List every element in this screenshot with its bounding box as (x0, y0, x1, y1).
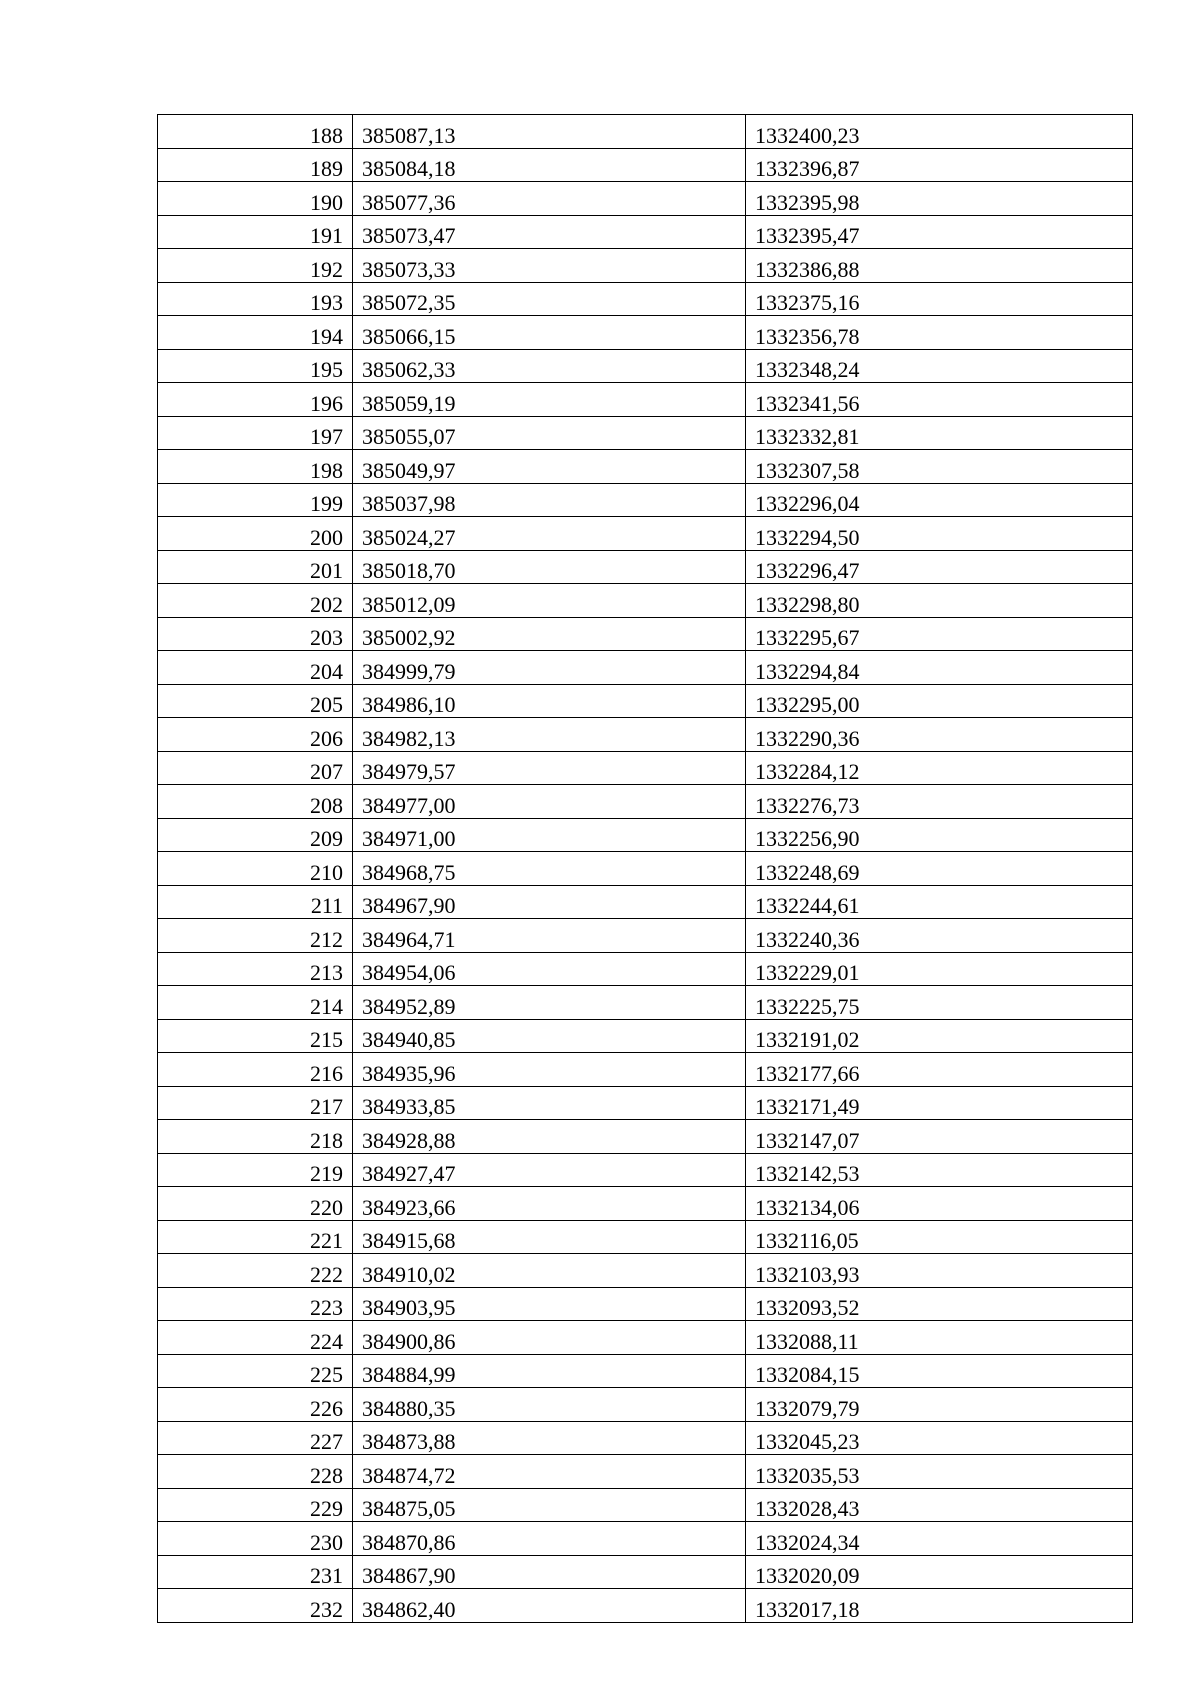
point-number-cell: 228 (158, 1455, 353, 1489)
x-coordinate-cell: 385066,15 (353, 316, 746, 350)
y-coordinate-cell: 1332248,69 (746, 852, 1133, 886)
x-coordinate-cell: 384935,96 (353, 1053, 746, 1087)
table-row (158, 718, 1133, 752)
x-coordinate-cell: 384923,66 (353, 1187, 746, 1221)
y-coordinate-cell: 1332244,61 (746, 885, 1133, 919)
table-row (158, 416, 1133, 450)
point-number-cell: 227 (158, 1421, 353, 1455)
y-coordinate-cell: 1332395,47 (746, 215, 1133, 249)
x-coordinate-cell: 384874,72 (353, 1455, 746, 1489)
point-number-cell: 226 (158, 1388, 353, 1422)
point-number-cell: 200 (158, 517, 353, 551)
y-coordinate-cell: 1332400,23 (746, 115, 1133, 149)
table-row (158, 1187, 1133, 1221)
point-number-cell: 194 (158, 316, 353, 350)
y-coordinate-cell: 1332296,04 (746, 483, 1133, 517)
point-number-cell: 230 (158, 1522, 353, 1556)
y-coordinate-cell: 1332298,80 (746, 584, 1133, 618)
table-row (158, 1086, 1133, 1120)
table-row (158, 115, 1133, 149)
x-coordinate-cell: 385073,47 (353, 215, 746, 249)
y-coordinate-cell: 1332147,07 (746, 1120, 1133, 1154)
point-number-cell: 192 (158, 249, 353, 283)
point-number-cell: 221 (158, 1220, 353, 1254)
x-coordinate-cell: 384999,79 (353, 651, 746, 685)
point-number-cell: 216 (158, 1053, 353, 1087)
table-row (158, 483, 1133, 517)
x-coordinate-cell: 384933,85 (353, 1086, 746, 1120)
table-row (158, 383, 1133, 417)
table-row (158, 1354, 1133, 1388)
point-number-cell: 222 (158, 1254, 353, 1288)
table-row (158, 249, 1133, 283)
y-coordinate-cell: 1332375,16 (746, 282, 1133, 316)
table-row (158, 751, 1133, 785)
y-coordinate-cell: 1332024,34 (746, 1522, 1133, 1556)
x-coordinate-cell: 385062,33 (353, 349, 746, 383)
y-coordinate-cell: 1332177,66 (746, 1053, 1133, 1087)
table-row (158, 852, 1133, 886)
y-coordinate-cell: 1332296,47 (746, 550, 1133, 584)
table-row (158, 1555, 1133, 1589)
point-number-cell: 225 (158, 1354, 353, 1388)
point-number-cell: 217 (158, 1086, 353, 1120)
y-coordinate-cell: 1332142,53 (746, 1153, 1133, 1187)
table-row (158, 1321, 1133, 1355)
x-coordinate-cell: 384971,00 (353, 818, 746, 852)
y-coordinate-cell: 1332276,73 (746, 785, 1133, 819)
y-coordinate-cell: 1332290,36 (746, 718, 1133, 752)
point-number-cell: 193 (158, 282, 353, 316)
table-row (158, 1287, 1133, 1321)
y-coordinate-cell: 1332088,11 (746, 1321, 1133, 1355)
table-row (158, 316, 1133, 350)
x-coordinate-cell: 385084,18 (353, 148, 746, 182)
y-coordinate-cell: 1332045,23 (746, 1421, 1133, 1455)
x-coordinate-cell: 384940,85 (353, 1019, 746, 1053)
table-row (158, 584, 1133, 618)
table-row (158, 148, 1133, 182)
point-number-cell: 229 (158, 1488, 353, 1522)
point-number-cell: 208 (158, 785, 353, 819)
point-number-cell: 211 (158, 885, 353, 919)
y-coordinate-cell: 1332396,87 (746, 148, 1133, 182)
x-coordinate-cell: 385087,13 (353, 115, 746, 149)
x-coordinate-cell: 385072,35 (353, 282, 746, 316)
point-number-cell: 215 (158, 1019, 353, 1053)
table-row (158, 885, 1133, 919)
table-row (158, 1120, 1133, 1154)
point-number-cell: 197 (158, 416, 353, 450)
point-number-cell: 196 (158, 383, 353, 417)
point-number-cell: 214 (158, 986, 353, 1020)
y-coordinate-cell: 1332116,05 (746, 1220, 1133, 1254)
x-coordinate-cell: 385055,07 (353, 416, 746, 450)
y-coordinate-cell: 1332294,50 (746, 517, 1133, 551)
point-number-cell: 219 (158, 1153, 353, 1187)
x-coordinate-cell: 384862,40 (353, 1589, 746, 1623)
table-row (158, 550, 1133, 584)
y-coordinate-cell: 1332035,53 (746, 1455, 1133, 1489)
point-number-cell: 205 (158, 684, 353, 718)
point-number-cell: 202 (158, 584, 353, 618)
y-coordinate-cell: 1332295,67 (746, 617, 1133, 651)
x-coordinate-cell: 384875,05 (353, 1488, 746, 1522)
table-row (158, 349, 1133, 383)
point-number-cell: 198 (158, 450, 353, 484)
y-coordinate-cell: 1332284,12 (746, 751, 1133, 785)
x-coordinate-cell: 385024,27 (353, 517, 746, 551)
x-coordinate-cell: 384880,35 (353, 1388, 746, 1422)
y-coordinate-cell: 1332395,98 (746, 182, 1133, 216)
point-number-cell: 223 (158, 1287, 353, 1321)
x-coordinate-cell: 385018,70 (353, 550, 746, 584)
x-coordinate-cell: 384884,99 (353, 1354, 746, 1388)
x-coordinate-cell: 384900,86 (353, 1321, 746, 1355)
y-coordinate-cell: 1332028,43 (746, 1488, 1133, 1522)
table-row (158, 919, 1133, 953)
table-row (158, 282, 1133, 316)
y-coordinate-cell: 1332079,79 (746, 1388, 1133, 1422)
x-coordinate-cell: 385077,36 (353, 182, 746, 216)
table-row (158, 517, 1133, 551)
point-number-cell: 191 (158, 215, 353, 249)
point-number-cell: 220 (158, 1187, 353, 1221)
point-number-cell: 218 (158, 1120, 353, 1154)
point-number-cell: 204 (158, 651, 353, 685)
y-coordinate-cell: 1332134,06 (746, 1187, 1133, 1221)
x-coordinate-cell: 384867,90 (353, 1555, 746, 1589)
x-coordinate-cell: 385049,97 (353, 450, 746, 484)
table-row (158, 1220, 1133, 1254)
y-coordinate-cell: 1332332,81 (746, 416, 1133, 450)
table-row (158, 651, 1133, 685)
table-row (158, 450, 1133, 484)
point-number-cell: 231 (158, 1555, 353, 1589)
point-number-cell: 199 (158, 483, 353, 517)
table-row (158, 1488, 1133, 1522)
x-coordinate-cell: 384927,47 (353, 1153, 746, 1187)
y-coordinate-cell: 1332017,18 (746, 1589, 1133, 1623)
table-row (158, 1019, 1133, 1053)
point-number-cell: 210 (158, 852, 353, 886)
table-row (158, 617, 1133, 651)
x-coordinate-cell: 384964,71 (353, 919, 746, 953)
y-coordinate-cell: 1332171,49 (746, 1086, 1133, 1120)
x-coordinate-cell: 384954,06 (353, 952, 746, 986)
x-coordinate-cell: 384928,88 (353, 1120, 746, 1154)
x-coordinate-cell: 385012,09 (353, 584, 746, 618)
y-coordinate-cell: 1332191,02 (746, 1019, 1133, 1053)
y-coordinate-cell: 1332295,00 (746, 684, 1133, 718)
x-coordinate-cell: 384873,88 (353, 1421, 746, 1455)
x-coordinate-cell: 385002,92 (353, 617, 746, 651)
table-row (158, 1053, 1133, 1087)
point-number-cell: 207 (158, 751, 353, 785)
x-coordinate-cell: 385037,98 (353, 483, 746, 517)
x-coordinate-cell: 384982,13 (353, 718, 746, 752)
table-row (158, 1254, 1133, 1288)
point-number-cell: 232 (158, 1589, 353, 1623)
x-coordinate-cell: 384915,68 (353, 1220, 746, 1254)
x-coordinate-cell: 384910,02 (353, 1254, 746, 1288)
y-coordinate-cell: 1332256,90 (746, 818, 1133, 852)
y-coordinate-cell: 1332294,84 (746, 651, 1133, 685)
table-row (158, 1153, 1133, 1187)
x-coordinate-cell: 384979,57 (353, 751, 746, 785)
y-coordinate-cell: 1332348,24 (746, 349, 1133, 383)
point-number-cell: 206 (158, 718, 353, 752)
table-row (158, 1455, 1133, 1489)
x-coordinate-cell: 385059,19 (353, 383, 746, 417)
y-coordinate-cell: 1332240,36 (746, 919, 1133, 953)
table-row (158, 182, 1133, 216)
y-coordinate-cell: 1332341,56 (746, 383, 1133, 417)
table-row (158, 1388, 1133, 1422)
y-coordinate-cell: 1332093,52 (746, 1287, 1133, 1321)
y-coordinate-cell: 1332103,93 (746, 1254, 1133, 1288)
point-number-cell: 195 (158, 349, 353, 383)
y-coordinate-cell: 1332386,88 (746, 249, 1133, 283)
x-coordinate-cell: 384977,00 (353, 785, 746, 819)
table-row (158, 785, 1133, 819)
x-coordinate-cell: 385073,33 (353, 249, 746, 283)
table-row (158, 684, 1133, 718)
table-row (158, 1421, 1133, 1455)
table-row (158, 986, 1133, 1020)
table-row (158, 952, 1133, 986)
y-coordinate-cell: 1332084,15 (746, 1354, 1133, 1388)
x-coordinate-cell: 384986,10 (353, 684, 746, 718)
y-coordinate-cell: 1332356,78 (746, 316, 1133, 350)
point-number-cell: 188 (158, 115, 353, 149)
coordinates-table-body (158, 115, 1133, 1623)
point-number-cell: 203 (158, 617, 353, 651)
table-row (158, 215, 1133, 249)
table-row (158, 1589, 1133, 1623)
x-coordinate-cell: 384968,75 (353, 852, 746, 886)
y-coordinate-cell: 1332229,01 (746, 952, 1133, 986)
point-number-cell: 190 (158, 182, 353, 216)
y-coordinate-cell: 1332307,58 (746, 450, 1133, 484)
point-number-cell: 201 (158, 550, 353, 584)
table-row (158, 818, 1133, 852)
point-number-cell: 189 (158, 148, 353, 182)
point-number-cell: 213 (158, 952, 353, 986)
table-row (158, 1522, 1133, 1556)
coordinates-table (157, 114, 1133, 1623)
point-number-cell: 209 (158, 818, 353, 852)
x-coordinate-cell: 384903,95 (353, 1287, 746, 1321)
x-coordinate-cell: 384967,90 (353, 885, 746, 919)
y-coordinate-cell: 1332225,75 (746, 986, 1133, 1020)
x-coordinate-cell: 384952,89 (353, 986, 746, 1020)
x-coordinate-cell: 384870,86 (353, 1522, 746, 1556)
point-number-cell: 212 (158, 919, 353, 953)
y-coordinate-cell: 1332020,09 (746, 1555, 1133, 1589)
point-number-cell: 224 (158, 1321, 353, 1355)
